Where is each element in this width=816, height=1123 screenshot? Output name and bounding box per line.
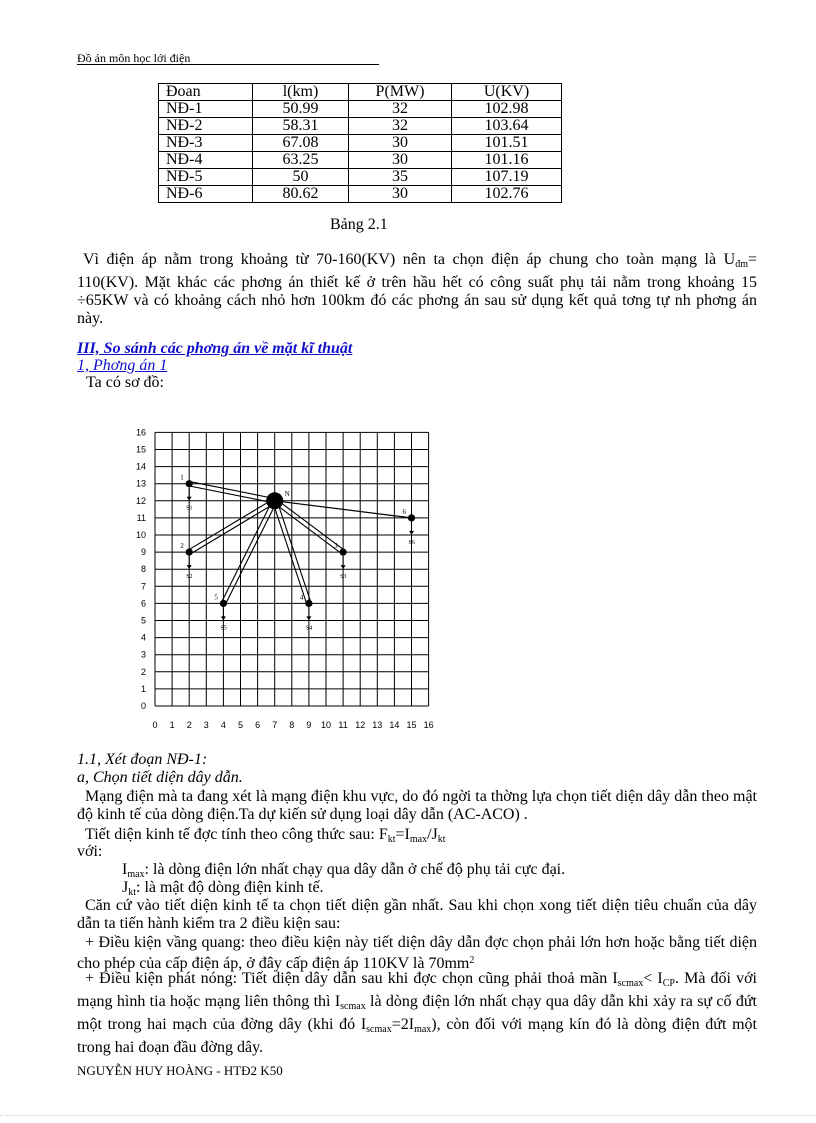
table-row [159, 135, 562, 152]
paragraph-network: Mạng điện mà ta đang xét là mạng điện khu vực, do đó ngời ta thờng lựa chọn tiết diện dây dẫn theo mật độ kinh tế của dòng điện.Ta dự kiến sử dụng loại dây dẫn (AC-ACO) . [77, 788, 757, 823]
option-title: 1, Phơng án 1 [77, 357, 168, 374]
table-row [159, 152, 562, 169]
table-cell: NĐ-1 [159, 101, 253, 118]
load-arrowhead [187, 497, 192, 501]
table-cell: 30 [349, 186, 452, 203]
table-cell: 102.76 [452, 186, 562, 203]
header-rule [77, 64, 379, 65]
load-arrowhead [221, 616, 226, 620]
y-tick-label: 14 [135, 461, 146, 472]
x-tick-label: 8 [289, 720, 295, 730]
table-row [159, 101, 562, 118]
y-tick-label: 7 [140, 581, 146, 592]
table-cell: 50 [253, 169, 349, 186]
load-sublabel: S1 [186, 505, 193, 512]
table-cell: NĐ-3 [159, 135, 253, 152]
paragraph-formula [77, 826, 757, 849]
table-cell: 101.16 [452, 152, 562, 169]
table-cell: 32 [349, 118, 452, 135]
paragraph-text: =2I [391, 1016, 415, 1033]
x-tick-label: 11 [338, 720, 348, 730]
paragraph-heating [77, 970, 757, 1057]
page-bottom-border [0, 1115, 816, 1116]
table-cell: 32 [349, 101, 452, 118]
page-header: Đồ án môn học lới điện [77, 51, 191, 65]
subscript: kt [128, 887, 137, 898]
x-tick-label: 14 [389, 720, 400, 730]
table-cell: 101.51 [452, 135, 562, 152]
column-header: Đoan [159, 84, 253, 101]
column-header: P(MW) [349, 84, 452, 101]
section-heading [77, 340, 352, 358]
subscript: kt [437, 834, 446, 845]
subscript: scmax [617, 978, 644, 989]
table-cell: 30 [349, 135, 452, 152]
table-row [159, 169, 562, 186]
subscript: max [414, 1024, 432, 1035]
load-sublabel: S3 [340, 574, 347, 581]
load-label: 2 [180, 542, 184, 551]
load-arrowhead [409, 531, 414, 535]
table-cell: 80.62 [253, 186, 349, 203]
x-tick-label: 12 [355, 720, 366, 730]
paragraph-text: ), còn đối với mạng kín đó là dòng điện đứt một trong hai đoạn đầu đờng dây. [77, 1016, 758, 1056]
table-cell: NĐ-4 [159, 152, 253, 169]
y-tick-label: 15 [135, 444, 146, 455]
page-footer: NGUYỄN HUY HOÀNG - HTĐ2 K50 [77, 1063, 283, 1078]
feeder-line [273, 503, 341, 554]
paragraph-text: < I [643, 970, 663, 987]
subscript: CP [662, 978, 675, 989]
x-tick-label: 9 [306, 720, 312, 730]
subscript: đm [735, 259, 748, 270]
source-label: N [284, 489, 290, 498]
x-tick-label: 5 [237, 720, 244, 730]
load-node [340, 549, 347, 556]
table-cell: 30 [349, 152, 452, 169]
column-header: l(km) [253, 84, 349, 101]
load-node [408, 514, 415, 521]
x-tick-label: 16 [423, 720, 434, 730]
load-label: 1 [180, 473, 184, 482]
subscript: scmax [340, 1001, 366, 1012]
y-tick-label: 13 [135, 478, 146, 489]
paragraph-text: = 110(KV). Mặt khác các phơng án thiết kế ở trên hầu hết có công suất phụ tải nằm trong khoảng 15 ÷65KW và có khoảng cách nhỏ hơn 100km đó các phơng án sau sử dụng kết quả tơng tự nh phơng án này. [77, 251, 757, 327]
load-arrowhead [306, 616, 311, 620]
table-header-row [159, 84, 562, 101]
load-arrowhead [187, 565, 192, 569]
y-tick-label: 10 [135, 530, 146, 540]
load-node [186, 549, 193, 556]
load-arrowhead [341, 565, 346, 569]
load-label: 4 [299, 593, 304, 602]
y-tick-label: 4 [140, 632, 146, 643]
symbol: I [122, 861, 128, 878]
paragraph-text: /J [427, 826, 438, 843]
load-node [186, 480, 193, 487]
table-cell: 102.98 [452, 101, 562, 118]
x-tick-label: 10 [320, 720, 332, 730]
symbol: J [122, 879, 129, 896]
paragraph-voltage [77, 251, 757, 328]
y-tick-label: 11 [136, 512, 146, 523]
section-title: III, So sánh các phơng án về mặt kĩ thuật [77, 340, 353, 357]
data-table [158, 83, 562, 203]
load-sublabel: S6 [408, 539, 415, 546]
table-row [159, 118, 562, 135]
section-heading-1-1: 1.1, Xét đoạn NĐ-1: [77, 751, 208, 768]
definition-text: : là dòng điện lớn nhất chạy qua dây dẫn ở chế độ phụ tải cực đại. [144, 861, 566, 878]
y-tick-label: 5 [140, 615, 146, 626]
table-cell: 63.25 [253, 152, 349, 169]
x-tick-label: 4 [220, 720, 226, 730]
network-diagram [130, 408, 440, 738]
load-label: 6 [402, 507, 406, 516]
paragraph-text: =I [395, 826, 410, 843]
paragraph-text: Tiết diện kinh tế đợc tính theo công thức sau: F [85, 826, 388, 843]
definition-imax [122, 861, 565, 880]
x-tick-label: 15 [406, 720, 417, 730]
paragraph-corona [77, 934, 757, 973]
y-tick-label: 1 [140, 683, 146, 694]
table-cell: 107.19 [452, 169, 562, 186]
x-tick-label: 1 [169, 720, 175, 730]
x-tick-label: 2 [186, 720, 192, 730]
load-sublabel: S4 [305, 625, 313, 632]
load-sublabel: S5 [220, 625, 227, 632]
y-tick-label: 16 [135, 427, 146, 438]
paragraph-text: + Điều kiện phát nóng: Tiết diện dây dẫn sau khi đợc chọn cũng phải thoả mãn I [85, 970, 618, 987]
table-cell: 67.08 [253, 135, 349, 152]
x-tick-label: 7 [272, 720, 278, 730]
subscript: max [409, 834, 428, 845]
paragraph-text: là dòng điện lớn nhất chạy qua dây dẫn khi xảy ra sự cố đứt một trong hai mạch của đờng dây (khi đó I [77, 993, 757, 1033]
x-tick-label: 3 [203, 720, 209, 730]
table-cell: 103.64 [452, 118, 562, 135]
y-tick-label: 0 [140, 701, 146, 711]
table-row [159, 186, 562, 203]
load-node [220, 600, 227, 607]
paragraph-check: Căn cứ vào tiết diện kinh tế ta chọn tiết diện gần nhất. Sau khi chọn xong tiết diện tiêu chuẩn của dây dẫn ta tiến hành kiểm tra 2 điều kiện sau: [77, 897, 757, 932]
definition-jkt [122, 879, 324, 898]
table-cell: NĐ-2 [159, 118, 253, 135]
subsection-heading-a: a, Chọn tiết diện dây dẫn. [77, 769, 243, 786]
column-header: U(KV) [452, 84, 562, 101]
table-cell: NĐ-6 [159, 186, 253, 203]
load-label: 3 [334, 542, 338, 551]
y-tick-label: 9 [140, 547, 146, 558]
x-tick-label: 6 [255, 720, 261, 730]
source-node [266, 492, 283, 509]
table-cell: 50.99 [253, 101, 349, 118]
paragraph-text: + Điều kiện vầng quang: theo điều kiện này tiết diện dây dẫn đợc chọn phải lớn hơn hoặc bằng tiết diện cho phép của cấp điện áp, ở đây cấp điện áp 110KV là 70mm [77, 934, 757, 972]
table-cell: NĐ-5 [159, 169, 253, 186]
definition-text: : là mật độ dòng điện kinh tế. [136, 879, 324, 896]
paragraph-text: Vì điện áp nằm trong khoảng từ 70-160(KV) nên ta chọn điện áp chung cho toàn mạng là U [83, 251, 736, 268]
y-tick-label: 3 [140, 649, 146, 660]
subscript: max [127, 869, 145, 880]
feeder-line [273, 501, 307, 604]
superscript: 2 [469, 955, 475, 966]
feeder-line [277, 500, 311, 603]
x-tick-label: 13 [372, 720, 383, 730]
y-tick-label: 12 [135, 495, 146, 506]
y-tick-label: 8 [140, 564, 146, 575]
y-tick-label: 2 [140, 666, 146, 677]
subsection-heading [77, 357, 167, 375]
with-label: với: [77, 843, 103, 860]
diagram-intro: Ta có sơ đồ: [86, 374, 164, 391]
y-tick-label: 6 [140, 598, 146, 609]
subscript: kt [387, 834, 396, 845]
x-tick-label: 0 [152, 720, 158, 730]
load-node [305, 600, 312, 607]
load-sublabel: S2 [186, 574, 193, 581]
subscript: scmax [366, 1024, 392, 1035]
paragraph-text: . Mà đối với mạng hình tia hoặc mạng liên thông thì I [77, 970, 757, 1010]
table-cell: 58.31 [253, 118, 349, 135]
load-label: 5 [214, 593, 218, 602]
table-cell: 35 [349, 169, 452, 186]
table-caption: Bảng 2.1 [330, 216, 388, 233]
